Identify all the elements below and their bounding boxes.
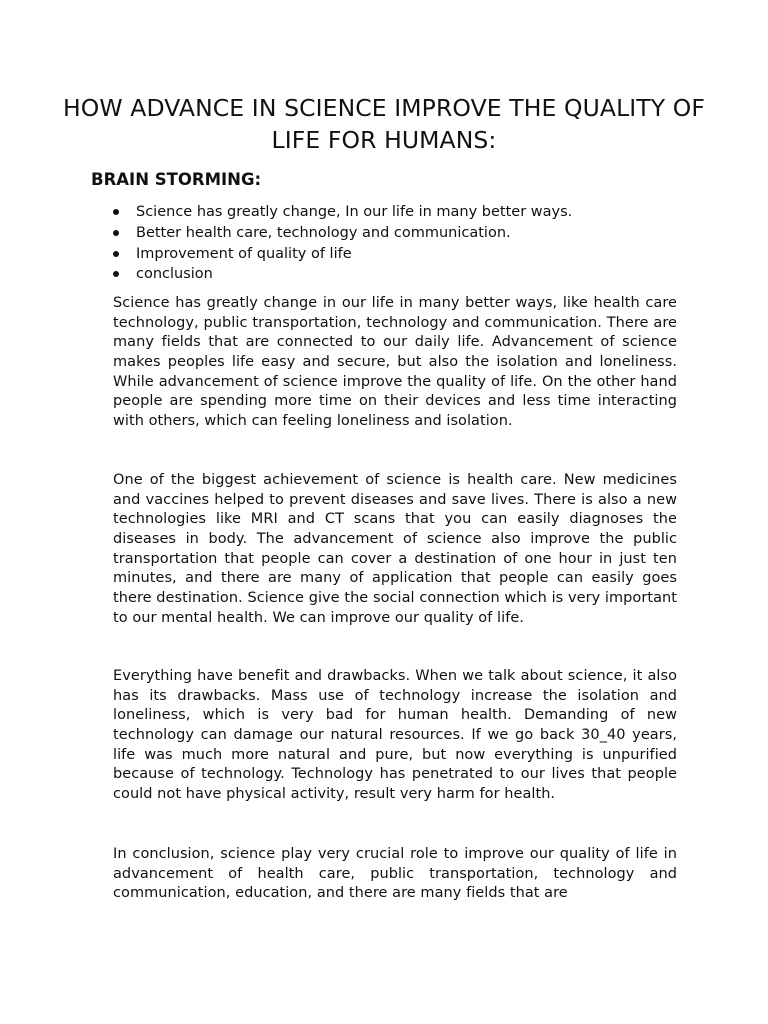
bullet-icon [113,209,119,215]
page-title: HOW ADVANCE IN SCIENCE IMPROVE THE QUALITY OF LIFE FOR HUMANS: [63,94,705,154]
list-item-text: Improvement of quality of life [136,245,352,262]
list-item [113,202,572,223]
list-item-text: Science has greatly change, In our life in many better ways. [136,204,573,220]
paragraph-conclusion: In conclusion, science play very crucial role to improve our quality of life in advancement of health care, public transportation, technology and communication, education, and there are many fields that are [113,846,677,902]
bullet-list [113,202,572,285]
list-item [113,223,572,244]
section-heading: BRAIN STORMING: [91,170,262,189]
paragraph-introduction: Science has greatly change in our life in many better ways, like health care technology, public transportation, technology and communication. There are many fields that are connected to our daily life. Advancement of science makes peoples life easy and secure, but also the isolation and loneliness. While advancement of science improve the quality of life. On the other hand people are spending more time on their devices and less time interacting with others, which can feeling loneliness and isolation. [113,295,677,429]
list-item [113,264,572,285]
list-item [113,244,572,265]
list-item-text: conclusion [136,266,213,283]
paragraph-drawbacks: Everything have benefit and drawbacks. When we talk about science, it also has its drawbacks. Mass use of technology increase the isolation and loneliness, which is very bad for human health. Demanding of new technology can damage our natural resources. If we go back 30_40 years, life was much more natural and pure, but now everything is unpurified because of technology. Technology has penetrated to our lives that people could not have physical activity, result very harm for health. [113,668,677,802]
bullet-icon [113,251,119,257]
list-item-text: Better health care, technology and communication. [136,224,511,241]
paragraph-health-care: One of the biggest achievement of science is health care. New medicines and vaccines helped to prevent diseases and save lives. There is also a new technologies like MRI and CT scans that you can easily diagnoses the diseases in body. The advancement of science also improve the public transportation that people can cover a destination of one hour in just ten minutes, and there are many of application that people can easily goes there destination. Science give the social connection which is very important to our mental health. We can improve our quality of life. [113,472,677,626]
bullet-icon [113,271,119,277]
bullet-icon [113,230,119,236]
